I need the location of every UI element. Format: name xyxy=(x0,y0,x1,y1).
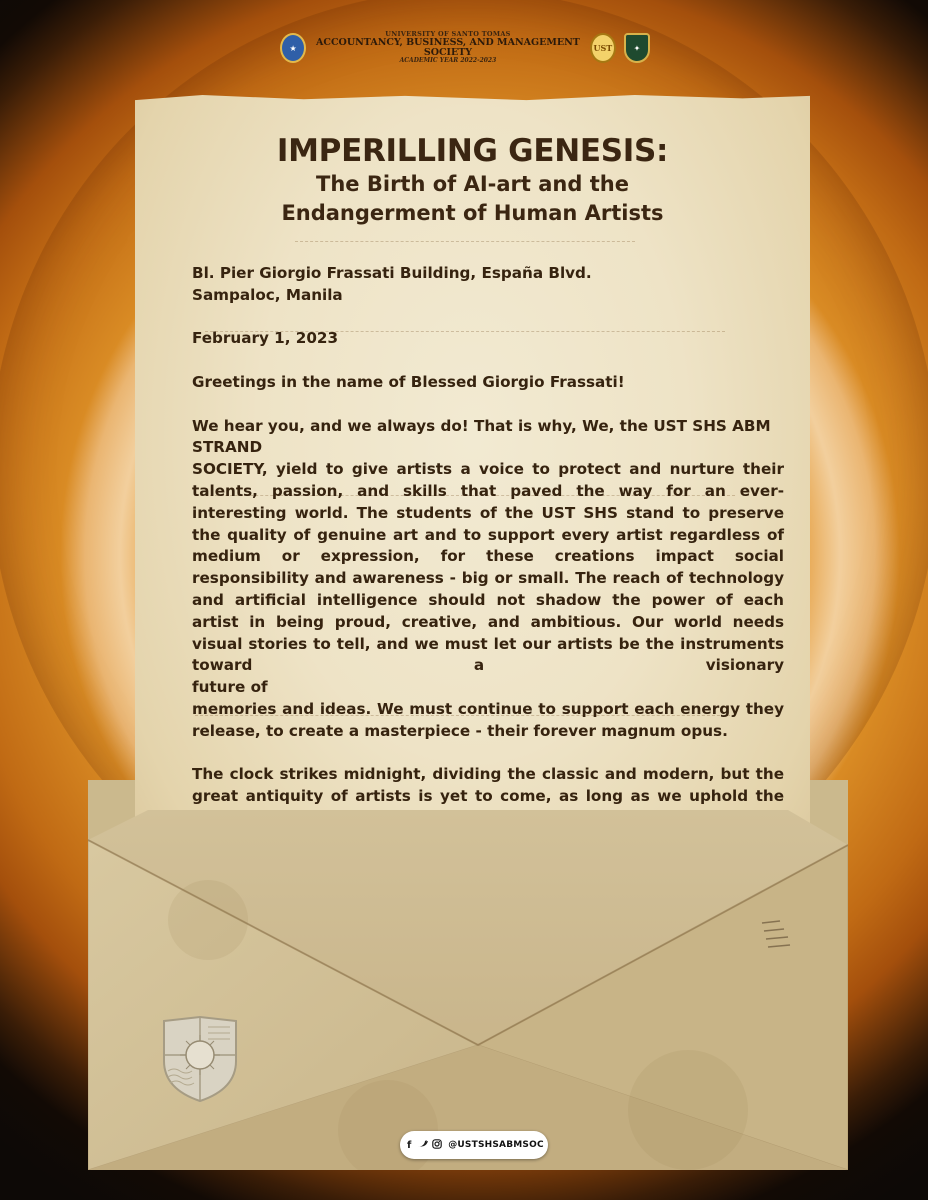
page-title: IMPERILLING GENESIS: xyxy=(276,133,669,169)
address-line-1: Bl. Pier Giorgio Frassati Building, España Blvd. xyxy=(192,264,592,282)
facebook-icon[interactable]: f xyxy=(407,1139,412,1151)
social-handle-text: @USTSHSABMSOC xyxy=(448,1140,544,1150)
envelope-front xyxy=(88,810,848,1170)
body-paragraph-1-future: future of xyxy=(192,678,268,697)
body-paragraph-1-line-1: We hear you, and we always do! That is why, We, the UST SHS ABM xyxy=(192,416,771,435)
body-paragraph-1-end: memories and ideas. We must continue to support each energy they release, to create a masterpiece - their forever magnum opus. xyxy=(192,699,784,740)
postmark-lines-icon xyxy=(760,915,800,955)
society-name: ACCOUNTANCY, BUSINESS, AND MANAGEMENT SOCIETY xyxy=(316,37,580,59)
subtitle-line-2: Endangerment of Human Artists xyxy=(281,201,664,225)
abm-society-seal-icon: ★ xyxy=(280,33,306,63)
header-banner xyxy=(280,30,650,66)
subtitle-line-1: The Birth of AI-art and the xyxy=(316,172,629,196)
header-text xyxy=(314,31,582,64)
ust-shs-logo-icon: UST xyxy=(590,33,616,63)
body-paragraph-1: SOCIETY, yield to give artists a voice to protect and nurture their talents, passion, and skills that paved the way for an ever-interesting world. The students of the UST SHS stand to preserve the quality of genuine art and to support every artist regardless of medium or expression, for these creations impact social responsibility and awareness - big or small. The reach of technology and artificial intelligence should not shadow the power of each artist in being proud, creative, and ambitious. Our world needs visual stories to tell, and we must let our artists be the instruments toward a visionary xyxy=(192,460,784,675)
body-paragraph-2: The clock strikes midnight, dividing the classic and modern, but the great antiquity of artists is yet to come, as long as we uphold the xyxy=(192,765,784,806)
academic-year: ACADEMIC YEAR 2022-2023 xyxy=(399,57,497,65)
social-handle-badge[interactable] xyxy=(400,1131,548,1159)
address-line-2: Sampaloc, Manila xyxy=(192,285,343,304)
twitter-icon[interactable] xyxy=(418,1139,428,1151)
body-paragraph-1-line-2: STRAND xyxy=(192,438,263,457)
instagram-icon[interactable] xyxy=(432,1139,442,1152)
letter-date: February 1, 2023 xyxy=(192,329,339,348)
letter-body xyxy=(192,263,784,895)
shield-crest-icon: ✦ xyxy=(624,33,650,63)
university-name: UNIVERSITY OF SANTO TOMAS xyxy=(385,30,511,39)
envelope-shape xyxy=(88,810,848,1170)
greeting: Greetings in the name of Blessed Giorgio Frassati! xyxy=(192,372,625,391)
embossed-crest-icon xyxy=(160,1015,240,1103)
letter-title xyxy=(135,133,810,227)
